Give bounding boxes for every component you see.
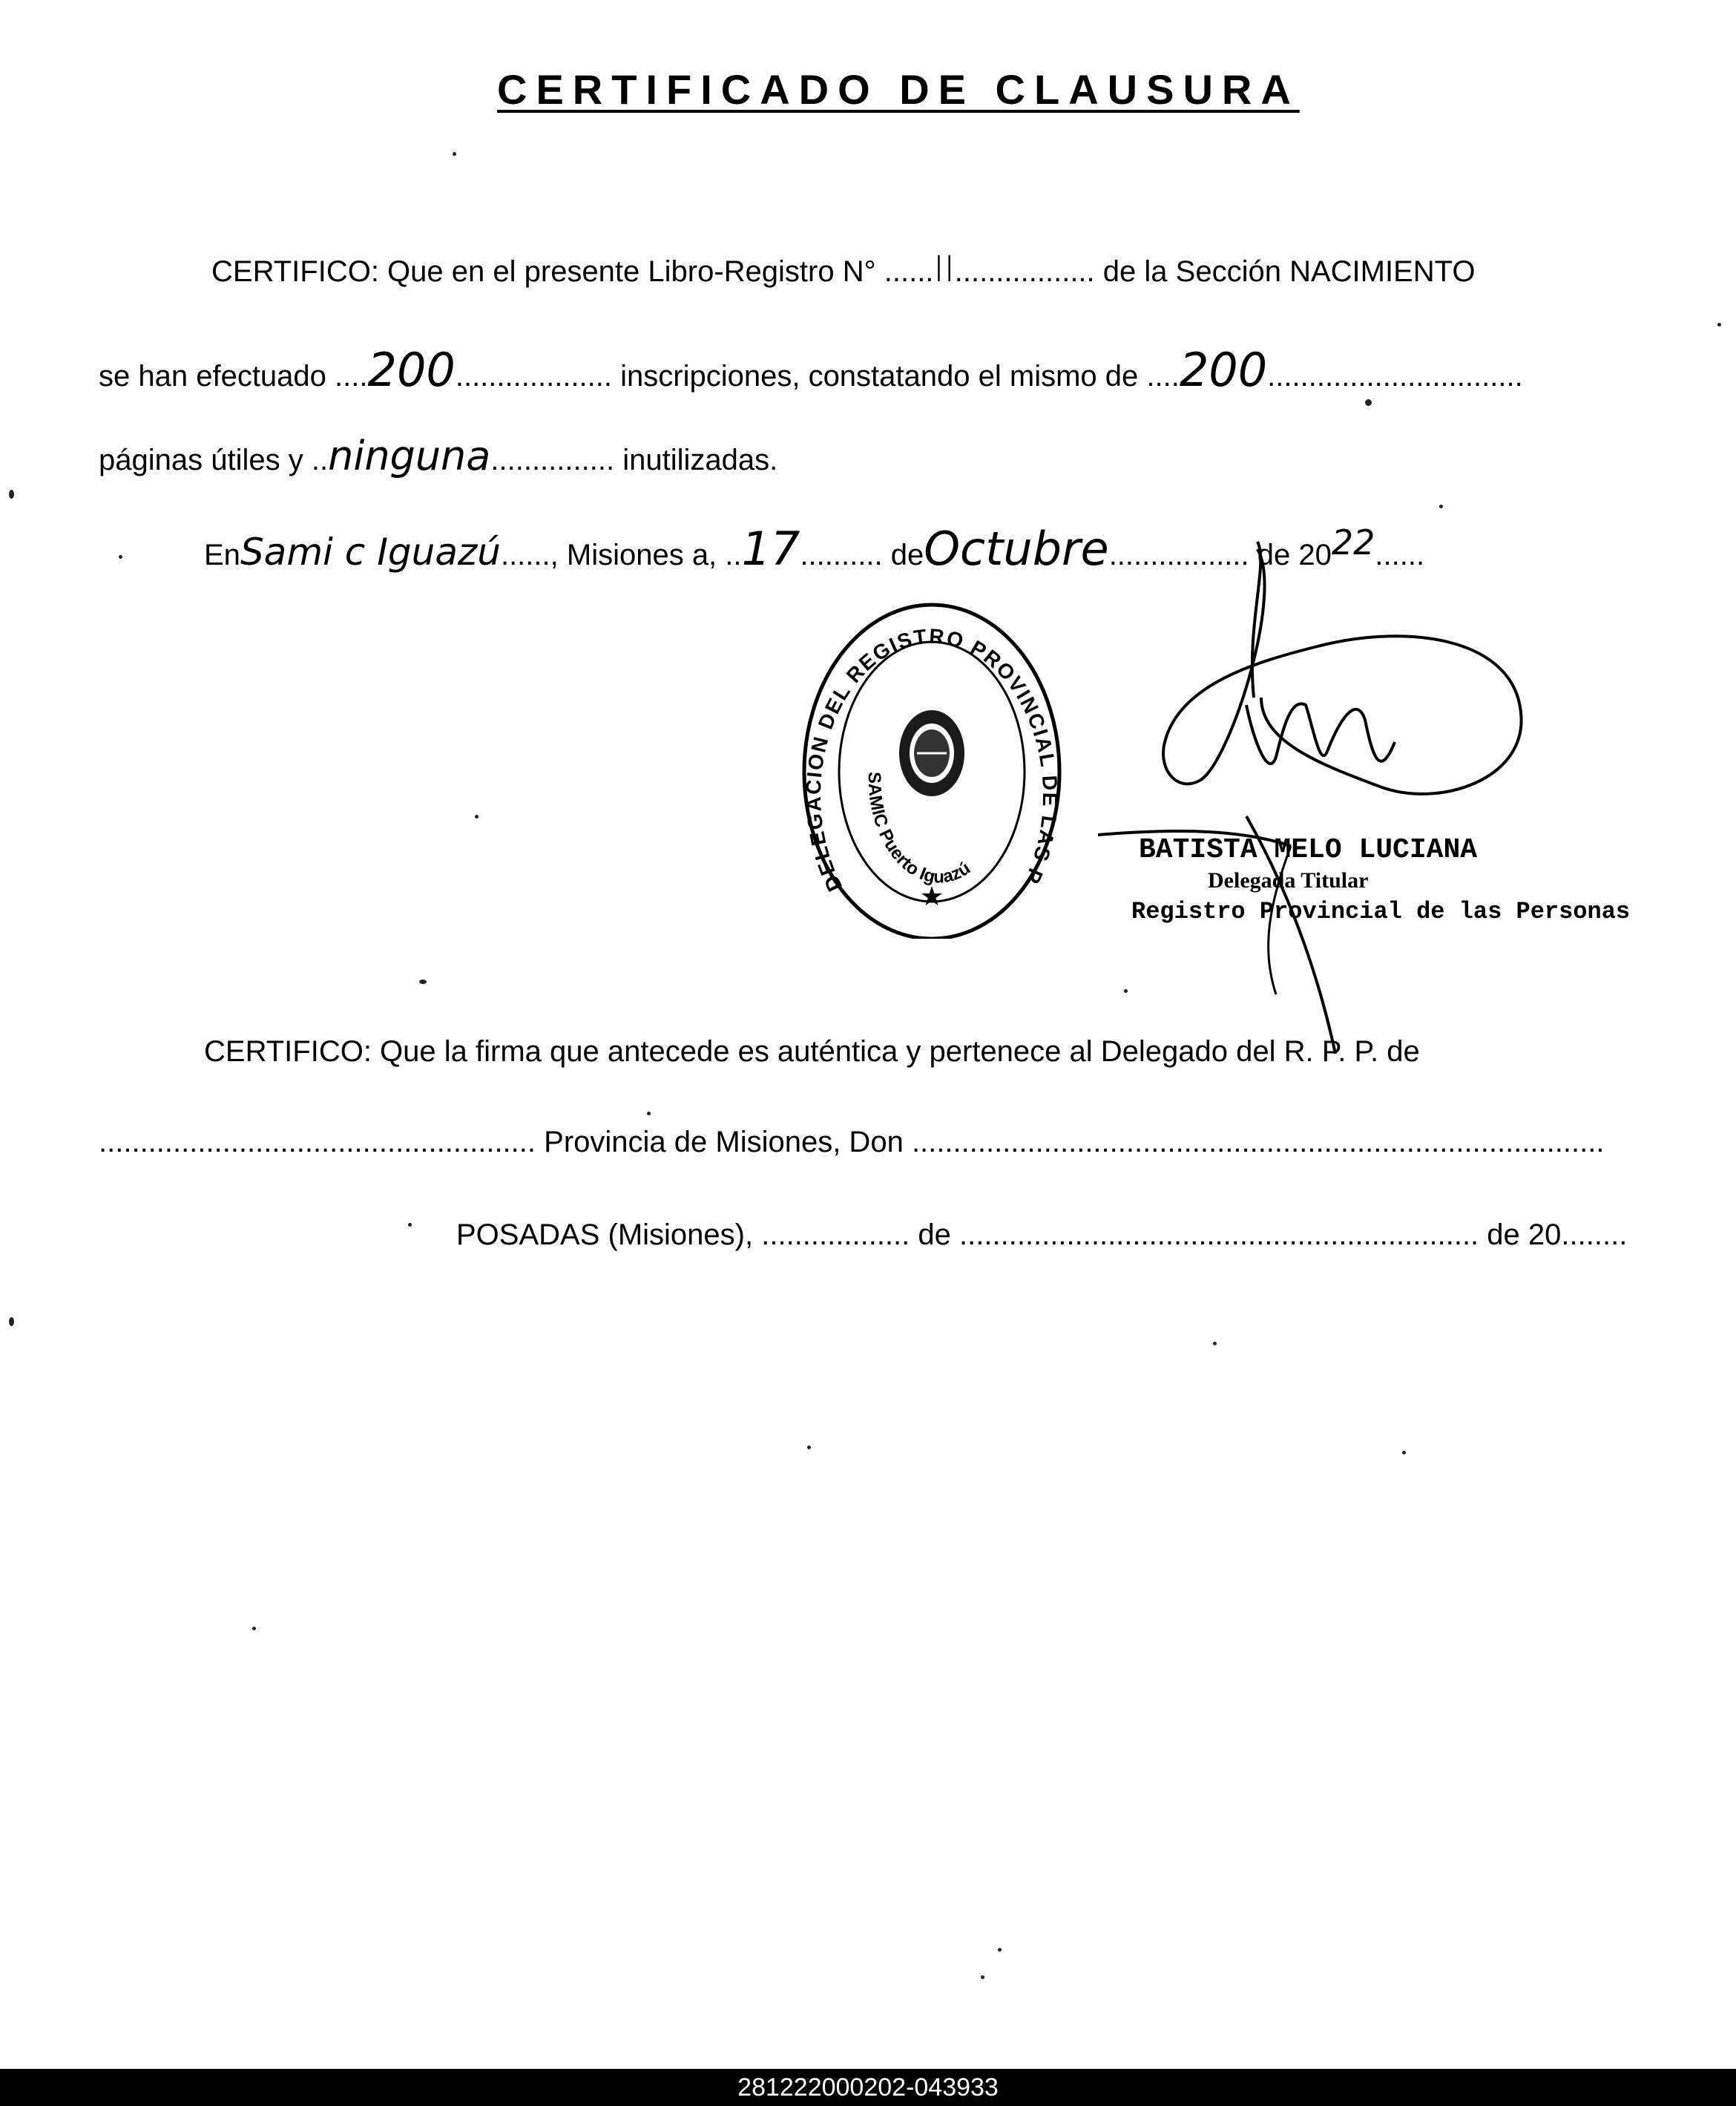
scan-speck bbox=[1717, 323, 1721, 327]
dots: .... bbox=[1146, 360, 1180, 393]
scan-speck bbox=[807, 1446, 811, 1449]
scan-speck bbox=[475, 815, 479, 819]
scan-speck bbox=[1124, 989, 1128, 993]
scan-speck bbox=[647, 1112, 651, 1115]
scan-speck bbox=[998, 1948, 1002, 1952]
star-icon: ★ bbox=[919, 882, 944, 912]
scan-speck bbox=[408, 1223, 412, 1227]
dots: .................................................................................... bbox=[911, 1126, 1605, 1158]
dots: ...... bbox=[500, 539, 550, 571]
delegate-office: Registro Provincial de las Personas bbox=[1131, 898, 1631, 925]
text-de: de bbox=[918, 1218, 951, 1251]
dots: .......... bbox=[800, 539, 883, 571]
certifico-authenticity-line-1: CERTIFICO: Que la firma que antecede es auténtica y pertenece al Delegado del R. P. P. de bbox=[204, 1035, 1420, 1068]
delegate-name: BATISTA MELO LUCIANA bbox=[1139, 834, 1478, 866]
dots: ...... bbox=[884, 255, 934, 288]
handwritten-signature bbox=[1098, 534, 1543, 1054]
seal-graphic bbox=[798, 597, 1065, 939]
handwritten-pages-count: 200 bbox=[1179, 343, 1268, 397]
handwritten-book-number: II bbox=[933, 249, 955, 290]
handwritten-inscriptions-count: 200 bbox=[367, 343, 456, 397]
text-provincia: Provincia de Misiones, Don bbox=[544, 1126, 904, 1158]
dots: ...... bbox=[1375, 539, 1425, 571]
certifico-line-1 bbox=[211, 249, 1475, 290]
text-efectuado: se han efectuado bbox=[99, 360, 326, 393]
delegate-role: Delegada Titular bbox=[1208, 868, 1369, 893]
dots: ................. bbox=[1108, 539, 1249, 571]
text-paginas-utiles: páginas útiles y bbox=[99, 444, 303, 476]
seal-ring-text: DELEGACION DEL REGISTRO PROVINCIAL DE LAS P bbox=[801, 624, 1062, 896]
certifico-authenticity-line-2 bbox=[99, 1126, 1604, 1159]
document-title: CERTIFICADO DE CLAUSURA bbox=[497, 66, 1300, 113]
certifico-line-2 bbox=[99, 343, 1523, 397]
dots: .. bbox=[725, 539, 742, 571]
text-de-20: de 20 bbox=[1257, 539, 1332, 571]
dots: ................... bbox=[455, 360, 612, 393]
scan-speck bbox=[419, 980, 427, 984]
scan-speck bbox=[9, 1317, 14, 1326]
seal-inner-text: SAMIC Puerto Iguazú bbox=[864, 771, 974, 888]
footer-barcode-bar: 281222000202-043933 bbox=[0, 2069, 1736, 2106]
scan-speck bbox=[1213, 1342, 1217, 1345]
scan-speck bbox=[252, 1627, 256, 1630]
text-inscripciones: inscripciones, constatando el mismo de bbox=[620, 360, 1139, 393]
text-libro-registro: CERTIFICO: Que en el presente Libro-Registro N° bbox=[211, 255, 876, 288]
handwritten-unused-pages: ninguna bbox=[328, 433, 491, 479]
scan-speck bbox=[119, 555, 122, 559]
text-de: de bbox=[890, 539, 924, 571]
dots: ............... bbox=[490, 444, 615, 476]
text-inutilizadas: inutilizadas. bbox=[622, 444, 778, 476]
dots: .................. bbox=[761, 1218, 910, 1251]
dots: ............................................................... bbox=[959, 1218, 1479, 1251]
dots: ............................... bbox=[1267, 360, 1523, 393]
text-de-20: de 20........ bbox=[1487, 1218, 1628, 1251]
scan-speck bbox=[453, 152, 456, 156]
text-posadas: POSADAS (Misiones), bbox=[456, 1218, 754, 1251]
scan-speck bbox=[1365, 399, 1372, 406]
handwritten-year: 22 bbox=[1331, 522, 1375, 562]
certifico-authenticity-line-3 bbox=[456, 1218, 1627, 1252]
handwritten-day: 17 bbox=[741, 522, 800, 576]
text-seccion: de la Sección NACIMIENTO bbox=[1102, 255, 1476, 288]
coat-of-arms-icon bbox=[899, 710, 964, 796]
scan-speck bbox=[981, 1975, 984, 1979]
scan-speck bbox=[1439, 505, 1443, 508]
text-en: En bbox=[204, 539, 240, 571]
handwritten-place: Sami c Iguazú bbox=[240, 531, 501, 574]
dots: .... bbox=[335, 360, 368, 393]
certifico-line-3 bbox=[99, 433, 777, 479]
official-seal bbox=[798, 597, 1065, 939]
handwritten-month: Octubre bbox=[924, 522, 1109, 576]
dots: .. bbox=[311, 444, 329, 476]
dots: ................. bbox=[954, 255, 1095, 288]
scan-speck bbox=[1402, 1451, 1406, 1454]
scan-speck bbox=[9, 490, 14, 499]
text-misiones: , Misiones a, bbox=[550, 539, 717, 571]
dots: ..................................................... bbox=[99, 1126, 536, 1158]
